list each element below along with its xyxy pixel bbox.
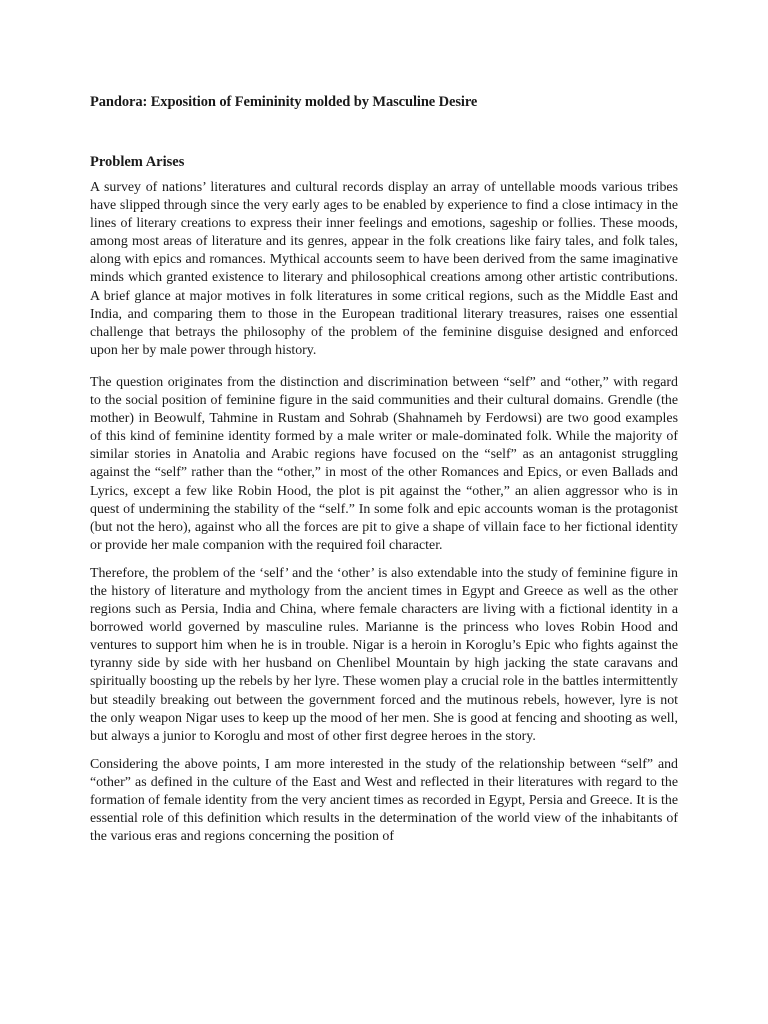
paragraph-2: The question originates from the distinction and discrimination between “self” and “other,” with regard to the social position of feminine figure in the said communities and their cultural domains. Grendle (the mother) in Beowulf, Tahmine in Rustam and Sohrab (Shahnameh by Ferdowsi) are two good examples of this kind of feminine identity formed by a male writer or male-dominated folk. While the majority of similar stories in Anatolia and Arabic regions have focused on the “self” as an antagonist struggling against the “self” rather than the “other,” in most of the other Romances and Epics, or even Ballads and Lyrics, except a few like Robin Hood, the plot is pit against the “other,” an alien aggressor who is in quest of undermining the stability of the “self.” In some folk and epic accounts woman is the protagonist (but not the hero), against who all the forces are pit to give a shape of villain face to her fictional identity or provide her male companion with the required foil character. [90,374,678,553]
document-title: Pandora: Exposition of Femininity molded by Masculine Desire [90,94,478,110]
paragraph-3: Therefore, the problem of the ‘self’ and the ‘other’ is also extendable into the study of feminine figure in the history of literature and mythology from the ancient times in Egypt and Greece as well as the other regions such as Persia, India and China, where female characters are living with a fictional identity in a borrowed world governed by masculine rules. Marianne is the princess who loves Robin Hood and ventures to support him when he is in trouble. Nigar is a heroin in Koroglu’s Epic who fights against the tyranny side by side with her husband on Chenlibel Mountain by high jacking the state caravans and spiritually boosting up the rebels by her lyre. These women play a crucial role in the battles intermittently but steadily breaking out between the government forced and the mutinous rebels, however, lyre is not the only weapon Nigar uses to keep up the mood of her men. She is good at fencing and shooting as well, but always a junior to Koroglu and most of other first degree heroes in the story. [90,565,678,744]
section-heading: Problem Arises [90,154,185,170]
paragraph-1: A survey of nations’ literatures and cultural records display an array of untellable moods various tribes have slipped through since the very early ages to be enabled by experience to find a close intimacy in the lines of literary creations to express their inner feelings and emotions, sageship or follies. These moods, among most areas of literature and its genres, appear in the folk creations like fairy tales, and folk tales, along with epics and romances. Mythical accounts seem to have been derived from the same imaginative minds which granted existence to literary and philosophical creations among other artistic contributions. A brief glance at major motives in folk literatures in some critical regions, such as the Middle East and India, and comparing them to those in the European traditional literary treasures, raises one essential challenge that betrays the philosophy of the problem of the feminine disguise designed and enforced upon her by male power through history. [90,180,678,358]
document-body [90,93,678,860]
paragraph-4: Considering the above points, I am more interested in the study of the relationship between “self” and “other” as defined in the culture of the East and West and reflected in their literatures with regard to the formation of female identity from the very ancient times as recorded in Egypt, Persia and Greece. It is the essential role of this definition which results in the determination of the world view of the inhabitants of the various eras and regions concerning the position of [90,756,678,845]
